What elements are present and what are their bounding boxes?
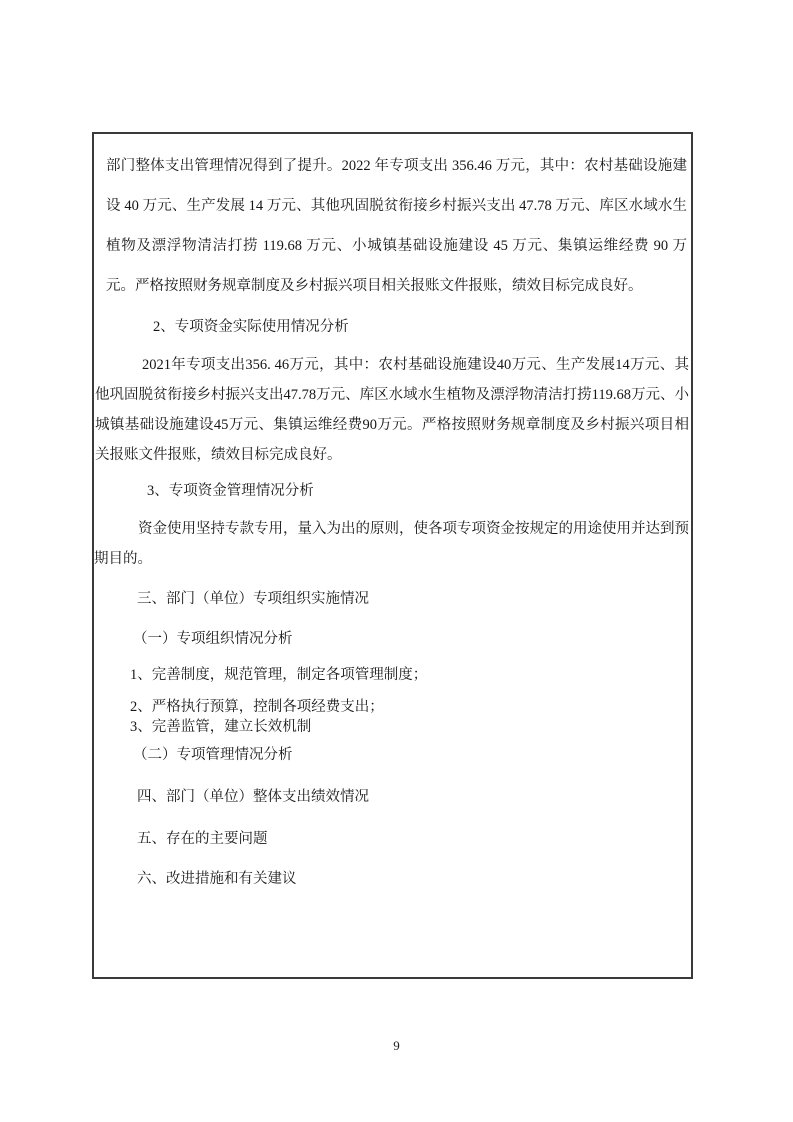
heading-section4-overall-performance: 四、部门（单位）整体支出绩效情况	[137, 789, 369, 805]
list-item-improve-supervision: 3、完善监管，建立长效机制	[130, 719, 312, 735]
paragraph-funds-usage-principle: 资金使用坚持专款专用，量入为出的原则，使各项专项资金按规定的用途使用并达到预期目的。	[94, 521, 689, 567]
paragraph-2021-expenditure: 2021年专项支出356. 46万元，其中：农村基础设施建设40万元、生产发展14万元、其他巩固脱贫衔接乡村振兴支出47.78万元、库区水域水生植物及漂浮物清洁打捞119.68万元、小城镇基础设施建设45万元、集镇运维经费90万元。严格按照财务规章制度及乡村振兴项目相关报账文件报账，绩效目标完成良好。	[95, 357, 689, 463]
content-border-box	[92, 132, 693, 979]
paragraph-2022-expenditure-carryover: 部门整体支出管理情况得到了提升。2022 年专项支出 356.46 万元，其中：农村基础设施建设 40 万元、生产发展 14 万元、其他巩固脱贫衔接乡村振兴支出 47.78 万元、库区水域水生植物及漂浮物清洁打捞 119.68 万元、小城镇基础设施建设 45 万元、集镇运维经费 90 万元。严格按照财务规章制度及乡村振兴项目相关报账文件报账，绩效目标完成良好。	[106, 158, 687, 294]
list-item-improve-systems: 1、完善制度，规范管理，制定各项管理制度；	[130, 667, 428, 683]
heading-section6-improvement-suggestions: 六、改进措施和有关建议	[137, 871, 297, 887]
page-number: 9	[393, 1038, 400, 1053]
heading-section3-org-implementation: 三、部门（单位）专项组织实施情况	[137, 591, 369, 607]
heading-sub1-org-analysis: （一）专项组织情况分析	[133, 631, 293, 647]
list-item-strict-budget: 2、严格执行预算，控制各项经费支出；	[130, 699, 384, 715]
heading-section5-main-problems: 五、存在的主要问题	[137, 831, 268, 847]
heading-funds-actual-usage-analysis: 2、专项资金实际使用情况分析	[153, 319, 349, 335]
heading-sub2-management-analysis: （二）专项管理情况分析	[133, 747, 293, 763]
heading-funds-management-analysis: 3、专项资金管理情况分析	[147, 483, 314, 499]
